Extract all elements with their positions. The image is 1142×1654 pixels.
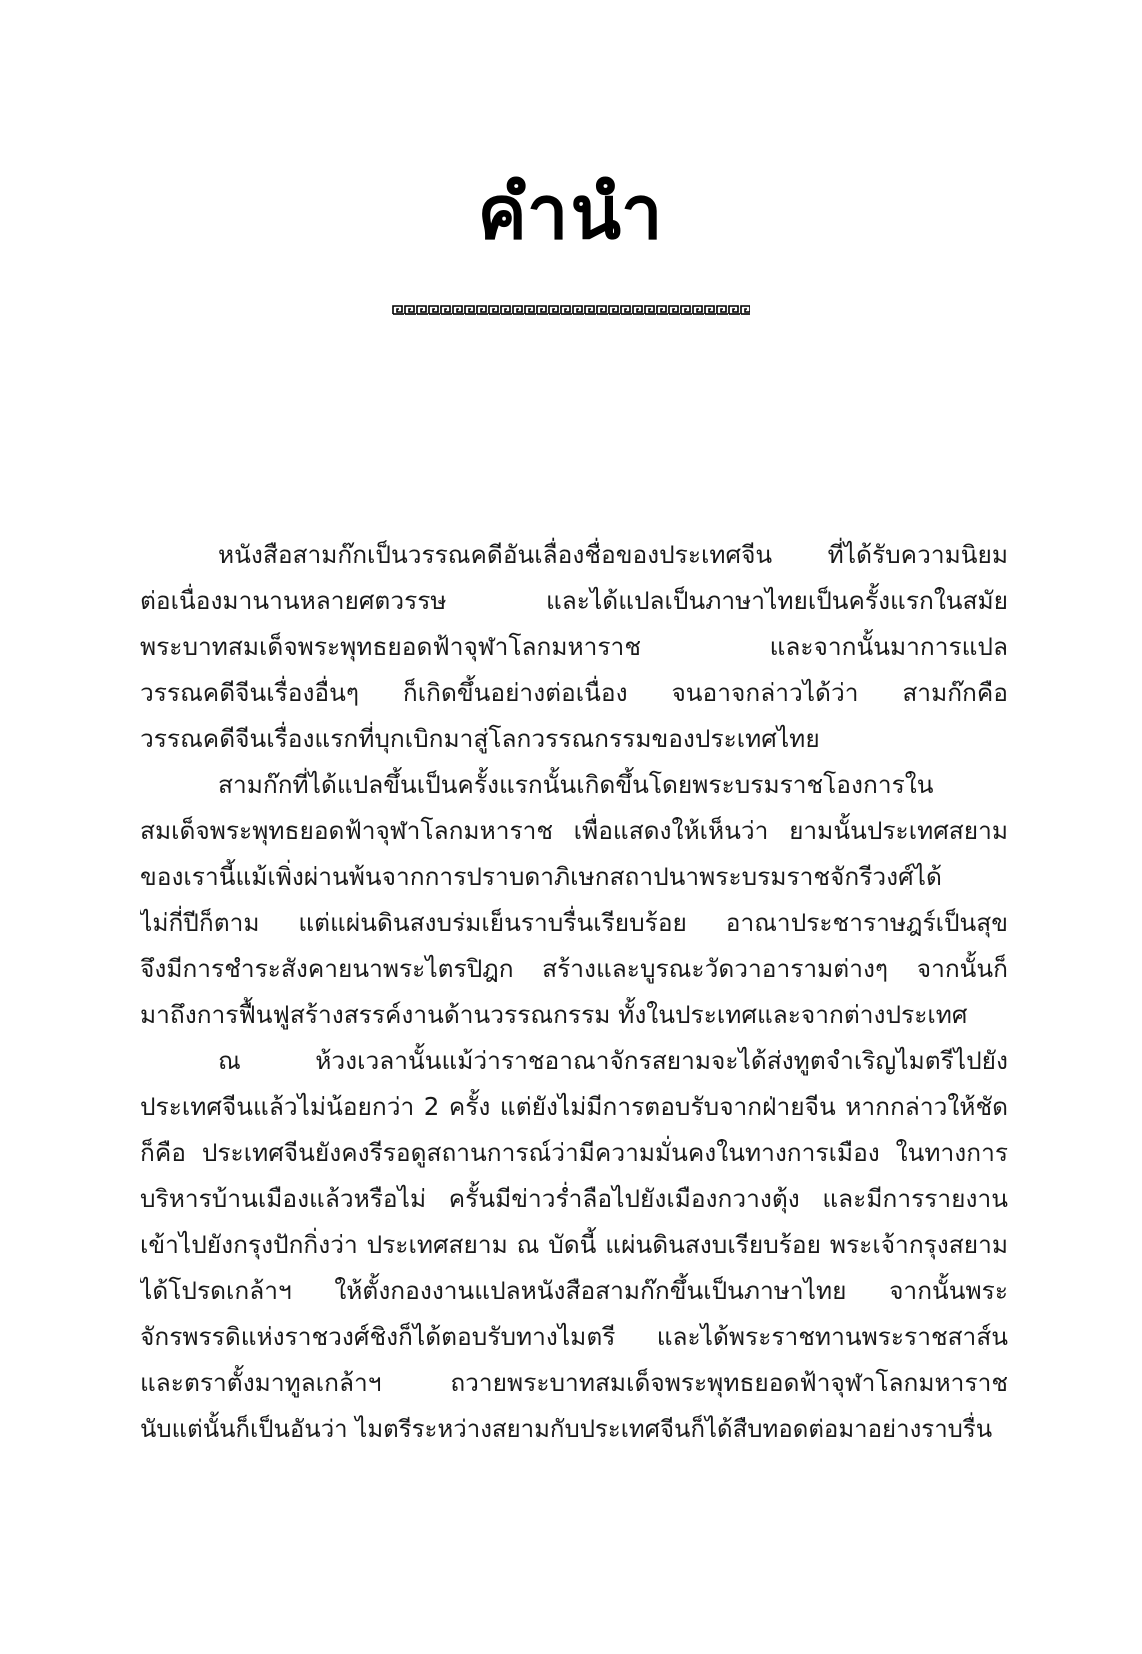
text-line: ต่อเนื่องมานานหลายศตวรรษ และได้แปลเป็นภาษาไทยเป็นครั้งแรกในสมัย: [140, 586, 1008, 615]
text-line: พระบาทสมเด็จพระพุทธยอดฟ้าจุฬาโลกมหาราช และจากนั้นมาการแปล: [140, 632, 1008, 661]
text-line: วรรณคดีจีนเรื่องแรกที่บุกเบิกมาสู่โลกวรรณกรรมของประเทศไทย: [140, 724, 820, 753]
text-line: สมเด็จพระพุทธยอดฟ้าจุฬาโลกมหาราช เพื่อแสดงให้เห็นว่า ยามนั้นประเทศสยาม: [140, 816, 1008, 845]
text-line: ก็คือ ประเทศจีนยังคงรีรอดูสถานการณ์ว่ามีความมั่นคงในทางการเมือง ในทางการ: [140, 1138, 1008, 1167]
text-line: ไม่กี่ปีก็ตาม แต่แผ่นดินสงบร่มเย็นราบรื่นเรียบร้อย อาณาประชาราษฎร์เป็นสุข: [140, 908, 1008, 937]
greek-key-ornament: [392, 305, 750, 315]
text-line: ณ ห้วงเวลานั้นแม้ว่าราชอาณาจักรสยามจะได้ส่งทูตจำเริญไมตรีไปยัง: [218, 1046, 1008, 1075]
body-text: [140, 532, 1008, 1452]
text-line: สามก๊กที่ได้แปลขึ้นเป็นครั้งแรกนั้นเกิดขึ้นโดยพระบรมราชโองการใน: [218, 770, 934, 799]
text-line: และตราตั้งมาทูลเกล้าฯ ถวายพระบาทสมเด็จพระพุทธยอดฟ้าจุฬาโลกมหาราช: [140, 1368, 1008, 1397]
paragraph: [140, 762, 1008, 1038]
paragraph: [140, 1038, 1008, 1452]
text-line: ของเรานี้แม้เพิ่งผ่านพ้นจากการปราบดาภิเษกสถาปนาพระบรมราชจักรีวงศ์ได้: [140, 862, 942, 891]
text-line: มาถึงการฟื้นฟูสร้างสรรค์งานด้านวรรณกรรม ทั้งในประเทศและจากต่างประเทศ: [140, 1000, 968, 1029]
page-title: คำนำ: [477, 170, 665, 256]
text-line: นับแต่นั้นก็เป็นอันว่า ไมตรีระหว่างสยามกับประเทศจีนก็ได้สืบทอดต่อมาอย่างราบรื่น: [140, 1415, 993, 1443]
text-line: บริหารบ้านเมืองแล้วหรือไม่ ครั้นมีข่าวร่ำลือไปยังเมืองกวางตุ้ง และมีการรายงาน: [140, 1184, 1008, 1213]
text-line: หนังสือสามก๊กเป็นวรรณคดีอันเลื่องชื่อของประเทศจีน ที่ได้รับความนิยม: [218, 540, 1008, 569]
paragraph: [140, 532, 1008, 762]
text-line: จักรพรรดิแห่งราชวงศ์ชิงก็ได้ตอบรับทางไมตรี และได้พระราชทานพระราชสาส์น: [140, 1322, 1008, 1351]
text-line: ได้โปรดเกล้าฯ ให้ตั้งกองงานแปลหนังสือสามก๊กขึ้นเป็นภาษาไทย จากนั้นพระ: [140, 1276, 1008, 1305]
text-line: เข้าไปยังกรุงปักกิ่งว่า ประเทศสยาม ณ บัดนี้ แผ่นดินสงบเรียบร้อย พระเจ้ากรุงสยาม: [140, 1230, 1008, 1259]
text-line: ประเทศจีนแล้วไม่น้อยกว่า 2 ครั้ง แต่ยังไม่มีการตอบรับจากฝ่ายจีน หากกล่าวให้ชัด: [140, 1092, 1008, 1121]
text-line: จึงมีการชำระสังคายนาพระไตรปิฎก สร้างและบูรณะวัดวาอารามต่างๆ จากนั้นก็: [140, 954, 1008, 983]
text-line: วรรณคดีจีนเรื่องอื่นๆ ก็เกิดขึ้นอย่างต่อเนื่อง จนอาจกล่าวได้ว่า สามก๊กคือ: [140, 678, 1008, 707]
